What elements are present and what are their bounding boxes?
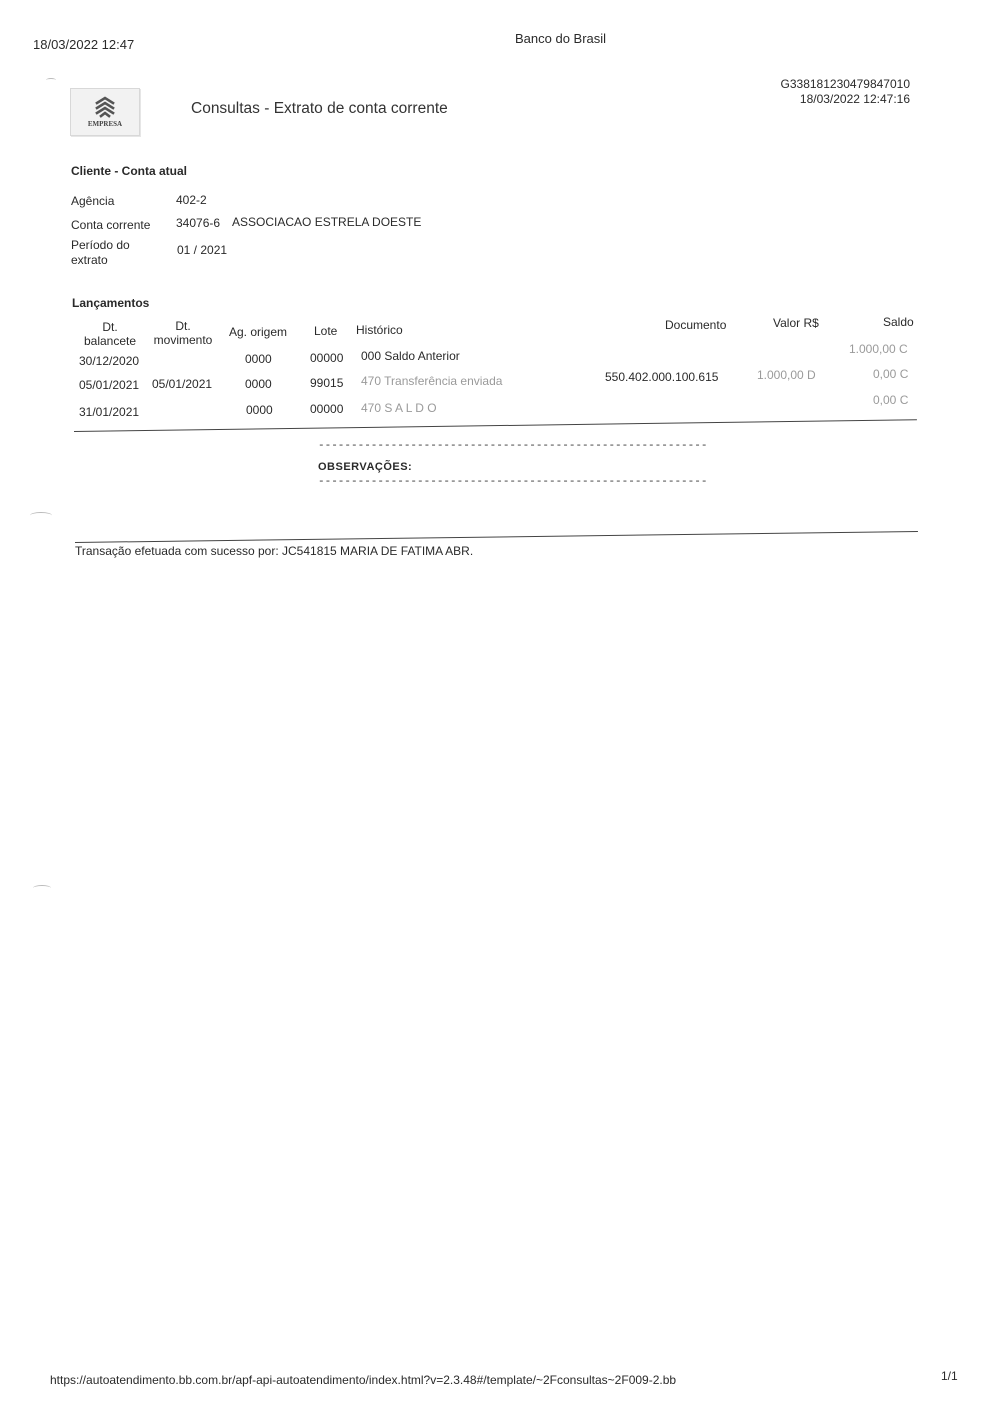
row-1-balance-date: 30/12/2020 xyxy=(79,354,140,368)
row-2-batch: 99015 xyxy=(310,376,344,390)
agency-label: Agência xyxy=(71,194,115,208)
col-header-balance-date-line-1: Dt. xyxy=(102,320,118,334)
client-section-title: Cliente - Conta atual xyxy=(71,164,188,178)
col-header-balance-date-line-2: balancete xyxy=(83,334,137,348)
col-header-batch: Lote xyxy=(314,324,338,338)
row-1-batch: 00000 xyxy=(310,351,344,365)
period-label-line-1: Período do xyxy=(71,238,130,252)
page-title: Consultas - Extrato de conta corrente xyxy=(191,100,448,117)
col-header-balance: Saldo xyxy=(883,315,914,329)
row-2-movement-date: 05/01/2021 xyxy=(152,377,213,391)
footer-url: https://autoatendimento.bb.com.br/apf-api-autoatendimento/index.html?v=2.3.48#/template/~2Fconsultas~2F009-2.bb xyxy=(50,1373,677,1387)
success-rule xyxy=(75,531,918,543)
document-code: G338181230479847010 xyxy=(780,77,910,91)
bank-logo xyxy=(70,88,140,136)
scan-mark xyxy=(46,78,56,82)
bb-logo-icon xyxy=(93,95,117,119)
row-3-batch: 00000 xyxy=(310,402,344,416)
row-3-origin-agency: 0000 xyxy=(246,403,273,417)
account-number: 34076-6 xyxy=(176,216,221,230)
col-header-history: Histórico xyxy=(356,323,403,337)
row-3-history: 470 S A L D O xyxy=(361,401,437,415)
print-datetime: 18/03/2022 12:47 xyxy=(33,37,135,52)
row-1-history: 000 Saldo Anterior xyxy=(361,349,460,363)
row-2-balance: 0,00 C xyxy=(873,367,909,381)
success-message: Transação efetuada com sucesso por: JC541815 MARIA DE FATIMA ABR. xyxy=(75,544,474,558)
row-3-balance: 0,00 C xyxy=(873,393,909,407)
observations-label: OBSERVAÇÕES: xyxy=(318,461,413,473)
footer-page-number: 1/1 xyxy=(941,1369,958,1383)
print-header-title: Banco do Brasil xyxy=(515,31,607,46)
col-header-document: Documento xyxy=(665,318,727,332)
observations-dash-bottom: ----------------------------------------------------------- xyxy=(318,476,708,488)
row-1-origin-agency: 0000 xyxy=(245,352,272,366)
account-holder: ASSOCIACAO ESTRELA DOESTE xyxy=(232,215,422,229)
row-3-balance-date: 31/01/2021 xyxy=(79,405,140,419)
scan-mark xyxy=(30,512,52,519)
agency-value: 402-2 xyxy=(176,193,207,207)
col-header-origin-agency: Ag. origem xyxy=(229,325,288,339)
row-2-origin-agency: 0000 xyxy=(245,377,272,391)
observations-dash-top: ----------------------------------------------------------- xyxy=(318,440,708,452)
row-2-balance-date: 05/01/2021 xyxy=(79,378,140,392)
account-label: Conta corrente xyxy=(71,218,151,232)
scan-mark xyxy=(33,885,51,891)
logo-label: EMPRESA xyxy=(87,120,123,128)
col-header-movement-date-line-1: Dt. xyxy=(175,319,191,333)
launches-section-title: Lançamentos xyxy=(72,296,150,310)
row-2-history: 470 Transferência enviada xyxy=(361,374,503,388)
col-header-value: Valor R$ xyxy=(773,316,819,330)
row-2-value: 1.000,00 D xyxy=(757,368,816,382)
period-label-line-2: extrato xyxy=(71,253,108,267)
col-header-movement-date xyxy=(152,319,214,347)
period-value: 01 / 2021 xyxy=(177,243,228,257)
col-header-balance-date xyxy=(82,320,138,348)
col-header-movement-date-line-2: movimento xyxy=(153,333,213,347)
row-2-document: 550.402.000.100.615 xyxy=(605,370,719,384)
document-datetime: 18/03/2022 12:47:16 xyxy=(799,92,910,106)
row-1-balance: 1.000,00 C xyxy=(849,342,908,356)
table-bottom-rule xyxy=(74,419,917,432)
